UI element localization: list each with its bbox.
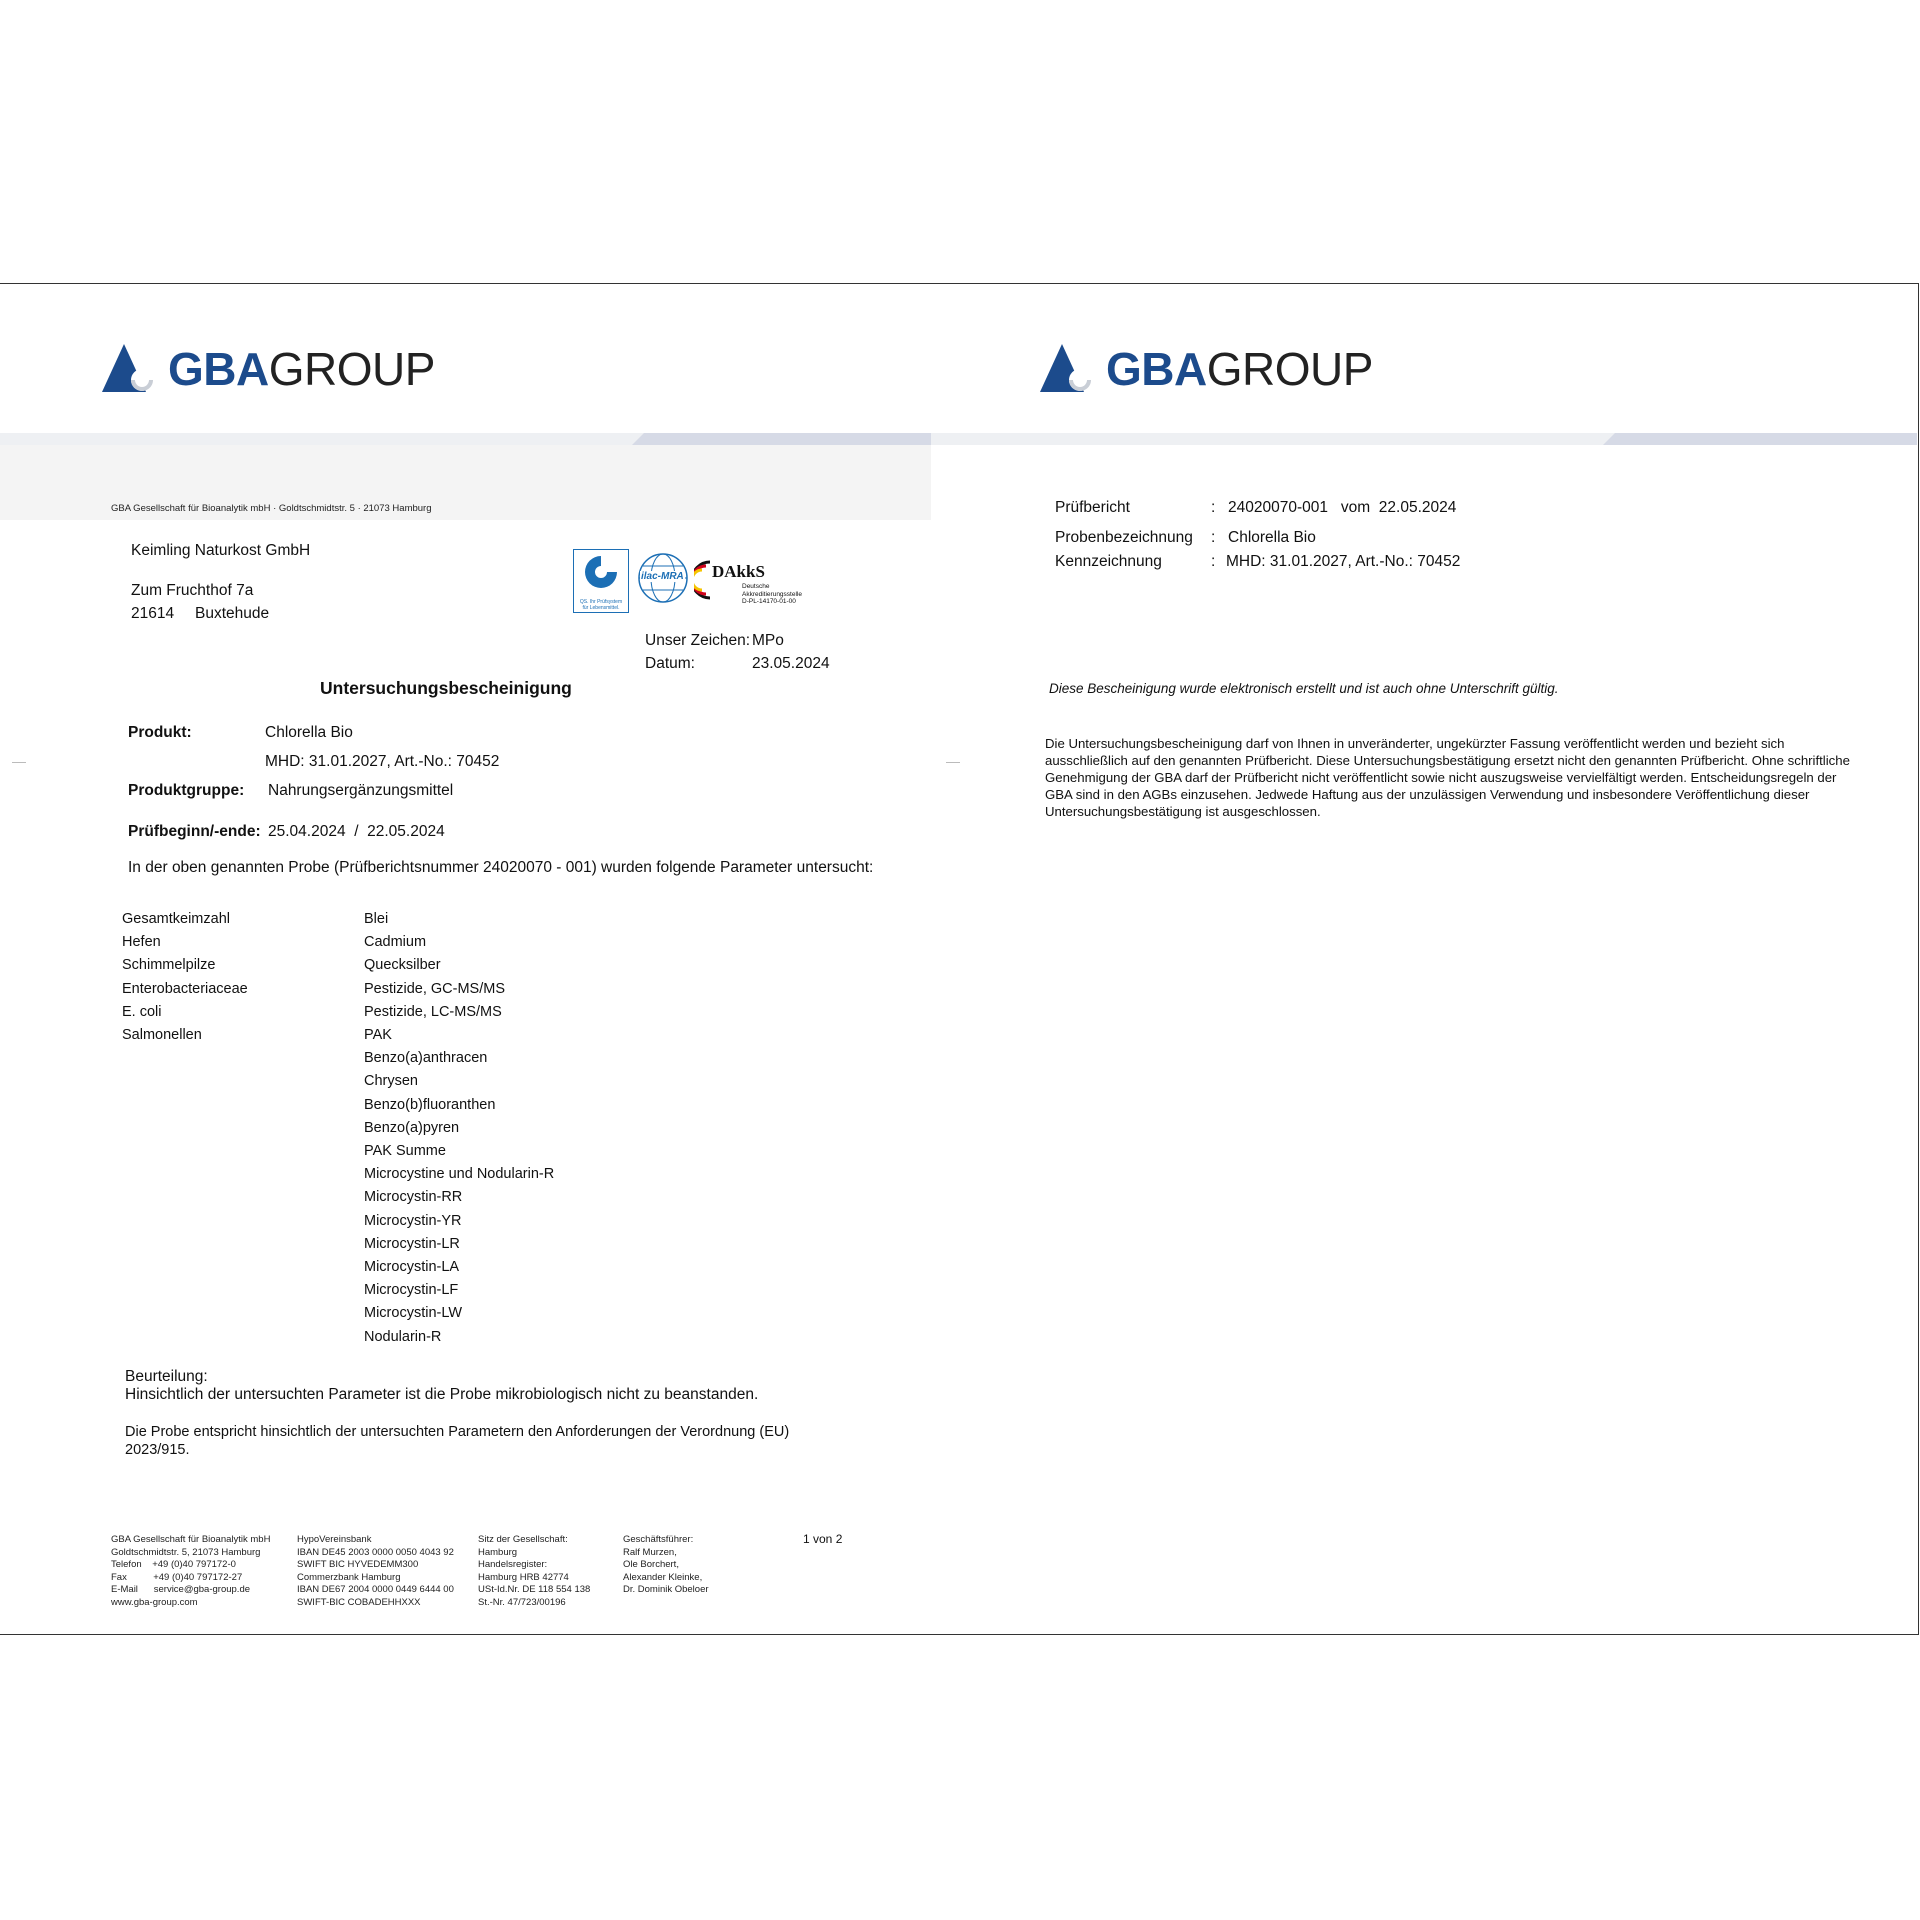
probenbezeichnung-value: Chlorella Bio	[1228, 529, 1316, 546]
param-item: Pestizide, GC-MS/MS	[364, 980, 505, 997]
logo-text-group: GROUP	[1206, 343, 1373, 395]
dakks-flag-icon	[694, 560, 712, 600]
logo-text-group: GROUP	[268, 343, 435, 395]
kennzeichnung-label: Kennzeichnung	[1055, 553, 1162, 570]
gba-logo-icon	[1040, 344, 1096, 392]
footer-bank: HypoVereinsbank IBAN DE45 2003 0000 0050 4043 92 SWIFT BIC HYVEDEMM300 Commerzbank Hamburg IBAN DE67 2004 0000 0449 6444 00 SWIFT-BIC COBADEHHXXX	[297, 1534, 454, 1608]
dakks-mark	[694, 556, 814, 616]
param-item: Blei	[364, 911, 389, 927]
kennzeichnung-value: MHD: 31.01.2027, Art.-No.: 70452	[1226, 553, 1461, 570]
page-number: 1 von 2	[803, 1532, 843, 1546]
ref-zeichen-label: Unser Zeichen:	[645, 632, 751, 649]
document-spread	[0, 283, 1919, 1635]
param-item: Hefen	[122, 934, 161, 951]
dakks-subtext: Deutsche Akkreditierungsstelle D-PL-14170-01-00	[742, 583, 802, 605]
param-item: Microcystin-LR	[364, 1235, 460, 1252]
footer-registry: Sitz der Gesellschaft: Hamburg Handelsregister: Hamburg HRB 42774 USt-Id.Nr. DE 118 554 138 St.-Nr. 47/723/00196	[478, 1534, 591, 1608]
recipient-street: Zum Fruchthof 7a	[131, 582, 254, 599]
ref-datum-value: 23.05.2024	[752, 655, 830, 672]
ref-datum-label: Datum:	[645, 655, 695, 672]
page-2	[931, 284, 1919, 1634]
param-item: Cadmium	[364, 934, 427, 951]
produkt-value: Chlorella Bio	[265, 724, 353, 741]
document-title: Untersuchungsbescheinigung	[320, 678, 572, 698]
param-item: Microcystine und Nodularin-R	[364, 1166, 555, 1183]
param-item: Benzo(b)fluoranthen	[364, 1096, 496, 1113]
gba-logo-icon	[102, 344, 158, 392]
param-item: Benzo(a)anthracen	[364, 1050, 488, 1067]
param-item: Quecksilber	[364, 957, 441, 974]
recipient-zip: 21614	[131, 605, 175, 622]
pruefbericht-label: Prüfbericht	[1055, 499, 1130, 516]
produktgruppe-value: Nahrungsergänzungsmittel	[268, 782, 454, 799]
colon: :	[1211, 499, 1216, 516]
qs-certification-mark	[573, 549, 629, 613]
colon: :	[1211, 553, 1216, 570]
probenbezeichnung-label: Probenbezeichnung	[1055, 529, 1193, 546]
param-item: Microcystin-RR	[364, 1189, 463, 1206]
ilac-mark-text: ilac-MRA	[641, 571, 684, 582]
conformity-statement: Die Probe entspricht hinsichtlich der untersuchten Parametern den Anforderungen der Verordnung (EU) 2023/915.	[125, 1424, 790, 1458]
param-item: Schimmelpilze	[122, 957, 216, 974]
params-microbiology-list	[122, 908, 248, 1047]
gba-logo	[102, 343, 435, 395]
footer-management: Geschäftsführer: Ralf Murzen, Ole Borchert, Alexander Kleinke, Dr. Dominik Obeloer	[623, 1534, 709, 1595]
param-item: Nodularin-R	[364, 1328, 442, 1345]
logo-text-gba: GBA	[1106, 343, 1207, 395]
qs-mark-text: QS. Ihr Prüfsystem für Lebensmittel.	[579, 599, 623, 611]
beurteilung-label: Beurteilung:	[125, 1368, 208, 1385]
gba-logo	[1040, 343, 1373, 395]
beurteilung-text: Hinsichtlich der untersuchten Parameter ist die Probe mikrobiologisch nicht zu beanstanden.	[125, 1386, 759, 1403]
recipient-name: Keimling Naturkost GmbH	[131, 542, 311, 559]
param-item: Enterobacteriaceae	[122, 980, 248, 997]
pruefbericht-value: 24020070-001 vom 22.05.2024	[1228, 499, 1457, 516]
ilac-mra-mark	[637, 552, 689, 604]
param-item: PAK	[364, 1027, 392, 1044]
param-item: Pestizide, LC-MS/MS	[364, 1003, 502, 1020]
param-item: Microcystin-LW	[364, 1305, 463, 1322]
colon: :	[1211, 529, 1216, 546]
param-item: E. coli	[122, 1003, 162, 1020]
header-band	[931, 433, 1917, 445]
param-item: Chrysen	[364, 1073, 418, 1090]
produkt-mhd: MHD: 31.01.2027, Art.-No.: 70452	[265, 753, 500, 770]
param-item: Microcystin-LF	[364, 1282, 459, 1299]
param-item: Microcystin-YR	[364, 1212, 462, 1229]
param-item: Gesamtkeimzahl	[122, 911, 230, 927]
produkt-label: Produkt:	[128, 724, 192, 741]
ref-zeichen-value: MPo	[752, 632, 784, 649]
logo-text-gba: GBA	[168, 343, 269, 395]
param-item: Microcystin-LA	[364, 1259, 460, 1276]
param-item: PAK Summe	[364, 1143, 446, 1160]
recipient-city: Buxtehude	[195, 605, 270, 622]
page-1	[0, 284, 931, 1634]
header-band	[0, 433, 931, 445]
produktgruppe-label: Produktgruppe:	[128, 782, 245, 799]
pruefzeitraum-label: Prüfbeginn/-ende:	[128, 823, 261, 840]
parameters-intro: In der oben genannten Probe (Prüfberichtsnummer 24020070 - 001) wurden folgende Parameter untersucht:	[128, 859, 874, 876]
sender-line: GBA Gesellschaft für Bioanalytik mbH · Goldtschmidtstr. 5 · 21073 Hamburg	[111, 503, 432, 514]
qs-logo-icon	[574, 550, 628, 594]
params-contaminants-list	[364, 908, 554, 1349]
param-item: Salmonellen	[122, 1027, 202, 1044]
pruefzeitraum-value: 25.04.2024 / 22.05.2024	[268, 823, 445, 840]
fold-mark	[12, 762, 26, 763]
fold-mark	[946, 762, 960, 763]
dakks-title: DAkkS	[712, 562, 765, 581]
footer-company: GBA Gesellschaft für Bioanalytik mbH Goldtschmidtstr. 5, 21073 Hamburg Telefon +49 (0)40 797172-0 Fax +49 (0)40 797172-27 E-Mail service@gba-group.de www.gba-group.com	[111, 1534, 271, 1608]
param-item: Benzo(a)pyren	[364, 1119, 460, 1136]
disclaimer: Die Untersuchungsbescheinigung darf von Ihnen in unveränderter, ungekürzter Fassung veröffentlicht werden und bezieht sich ausschließlich auf den genannten Prüfbericht. Diese Untersuchungsbestätigung ersetzt nicht den genannten Prüfbericht. Ohne schriftliche Genehmigung der GBA darf der Prüfbericht nicht veröffentlicht sowie nicht auszugsweise vervielfältigt werden. Entscheidungsregeln der GBA sind in den AGBs einzusehen. Jedwede Haftung aus der unzulässigen Verwendung und insbesondere Veröffentlichung dieser Untersuchungsbestätigung ist ausgeschlossen.	[1045, 736, 1850, 819]
electronic-note: Diese Bescheinigung wurde elektronisch erstellt und ist auch ohne Unterschrift gültig.	[1049, 681, 1559, 696]
